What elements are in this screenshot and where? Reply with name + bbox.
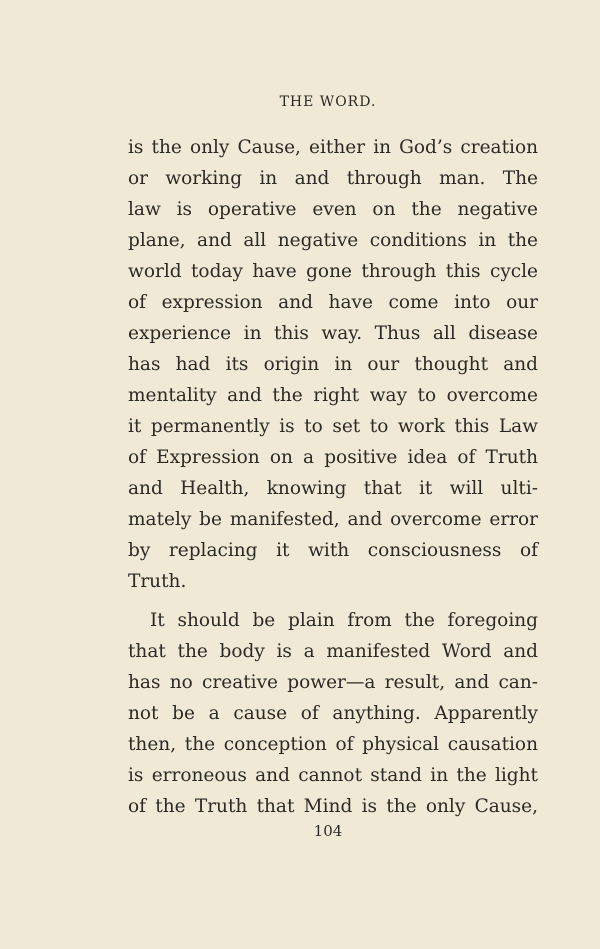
paragraph-1	[128, 132, 538, 597]
text-line: world today have gone through this cycle	[128, 261, 538, 282]
text-line: Truth.	[128, 571, 187, 592]
text-line: mately be manifested, and overcome error	[128, 509, 538, 530]
page-number: 104	[313, 822, 343, 840]
text-line: mentality and the right way to overcome	[128, 385, 538, 406]
text-line: of the Truth that Mind is the only Cause,	[128, 796, 538, 817]
text-line: of expression and have come into our	[128, 292, 538, 313]
text-line: It should be plain from the foregoing	[150, 610, 538, 631]
text-line: is erroneous and cannot stand in the light	[128, 765, 538, 786]
text-line: by replacing it with consciousness of	[128, 540, 538, 561]
text-line: plane, and all negative conditions in the	[128, 230, 538, 251]
text-line: not be a cause of anything. Apparently	[128, 703, 538, 724]
text-line: is the only Cause, either in God’s creation	[128, 137, 538, 158]
text-line: has no creative power—a result, and can-	[128, 672, 538, 693]
text-line: law is operative even on the negative	[128, 199, 538, 220]
text-line: has had its origin in our thought and	[128, 354, 538, 375]
text-line: and Health, knowing that it will ulti-	[128, 478, 538, 499]
text-line: of Expression on a positive idea of Truth	[128, 447, 538, 468]
text-line: then, the conception of physical causation	[128, 734, 538, 755]
paragraph-2	[128, 605, 538, 822]
running-header: THE WORD.	[279, 94, 377, 110]
text-line: or working in and through man. The	[128, 168, 538, 189]
text-line: it permanently is to set to work this Law	[128, 416, 538, 437]
text-line: that the body is a manifested Word and	[128, 641, 538, 662]
text-line: experience in this way. Thus all disease	[128, 323, 538, 344]
